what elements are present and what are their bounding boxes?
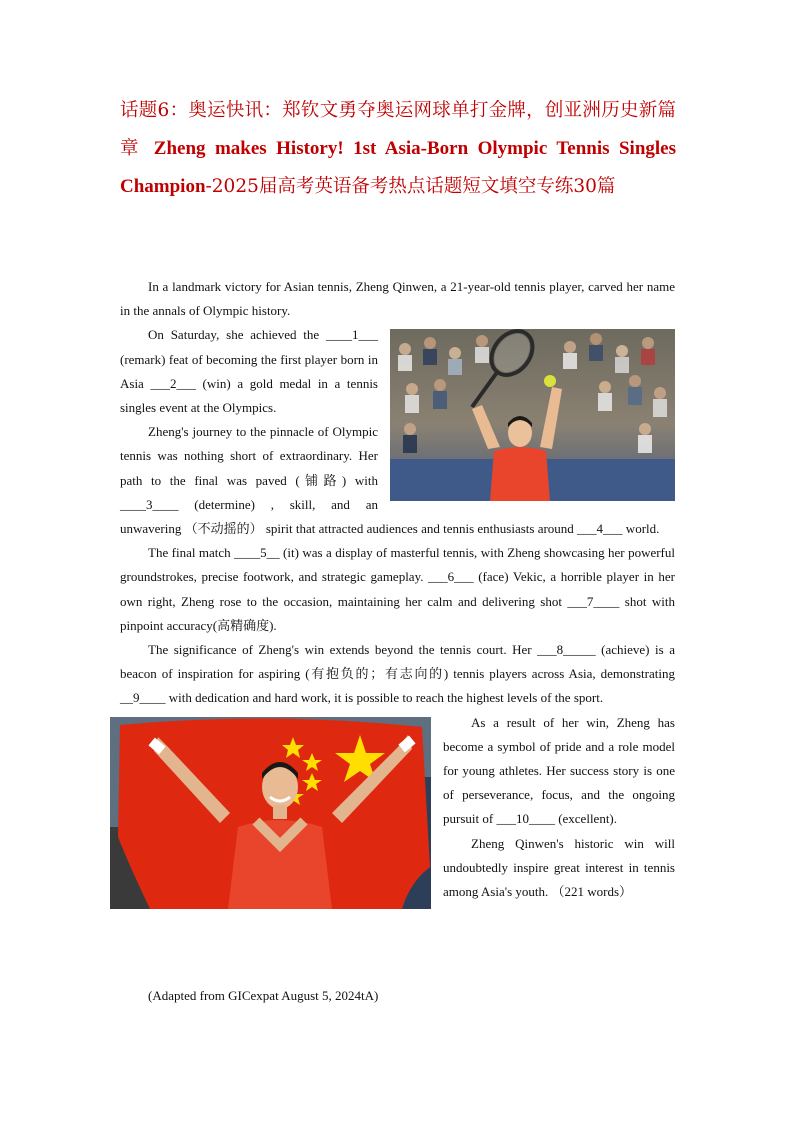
paragraph-blank-10: As a result of her win, Zheng has become a symbol of pride and a role model for young athletes. Her success story is one of perseverance, focus, and the ongoing pursuit of ___10____ (excellent). bbox=[443, 714, 675, 827]
photo-celebration-flag bbox=[110, 717, 431, 909]
title-chinese-suffix: -2025届高考英语备考热点话题短文填空专练30篇 bbox=[205, 176, 616, 197]
paragraph-blank-1-2: On Saturday, she achieved the ____1___ (remark) feat of becoming the first player born in Asia ___2___ (win) a gold medal in a tennis singles event at the Olympics. bbox=[120, 327, 378, 416]
paragraph-blank-3-4: Zheng's journey to the pinnacle of Olympic tennis was nothing short of extraordinary. Her path to the final was paved (铺路) with ____3____ (determine) , skill, and an unwavering （不动摇的） spirit that attracted audiences and tennis enthusiasts around ___4___ world. bbox=[120, 424, 660, 537]
paragraph-blank-5-7: The final match ____5__ (it) was a display of masterful tennis, with Zheng showcasing her powerful groundstrokes, precise footwork, and strategic gameplay. ___6___ (face) Vekic, a horrible player in her own right, Zheng rose to the occasion, maintaining her calm and delivering shot ___7____ shot with pinpoint accuracy(高精确度). bbox=[120, 545, 675, 633]
article-body bbox=[120, 275, 675, 915]
paragraph-conclusion: Zheng Qinwen's historic win will undoubtedly inspire great interest in tennis among Asia's youth. （221 words） bbox=[443, 835, 675, 900]
source-citation: (Adapted from GICexpat August 5, 2024tA) bbox=[148, 988, 379, 1003]
tennis-ball-icon bbox=[544, 375, 556, 387]
paragraph-blank-8-9: The significance of Zheng's win extends beyond the tennis court. Her ___8_____ (achieve) is a beacon of inspiration for aspiring (有抱负的；有志向的) tennis players across Asia, demonstrating __9____ with dedication and hard work, it is possible to reach the highest levels of the sport. bbox=[120, 642, 675, 706]
document-title bbox=[120, 92, 676, 206]
title-english: Zheng makes History! 1st Asia-Born Olympic Tennis Singles Champion bbox=[120, 138, 676, 197]
photo-celebration-racket bbox=[390, 329, 675, 501]
title-chinese-prefix: 话题6：奥运快讯：郑钦文勇夺奥运网球单打金牌，创亚洲历史新篇章 bbox=[120, 100, 676, 159]
paragraph-intro: In a landmark victory for Asian tennis, Zheng Qinwen, a 21-year-old tennis player, carved her name in the annals of Olympic history. bbox=[120, 279, 675, 319]
